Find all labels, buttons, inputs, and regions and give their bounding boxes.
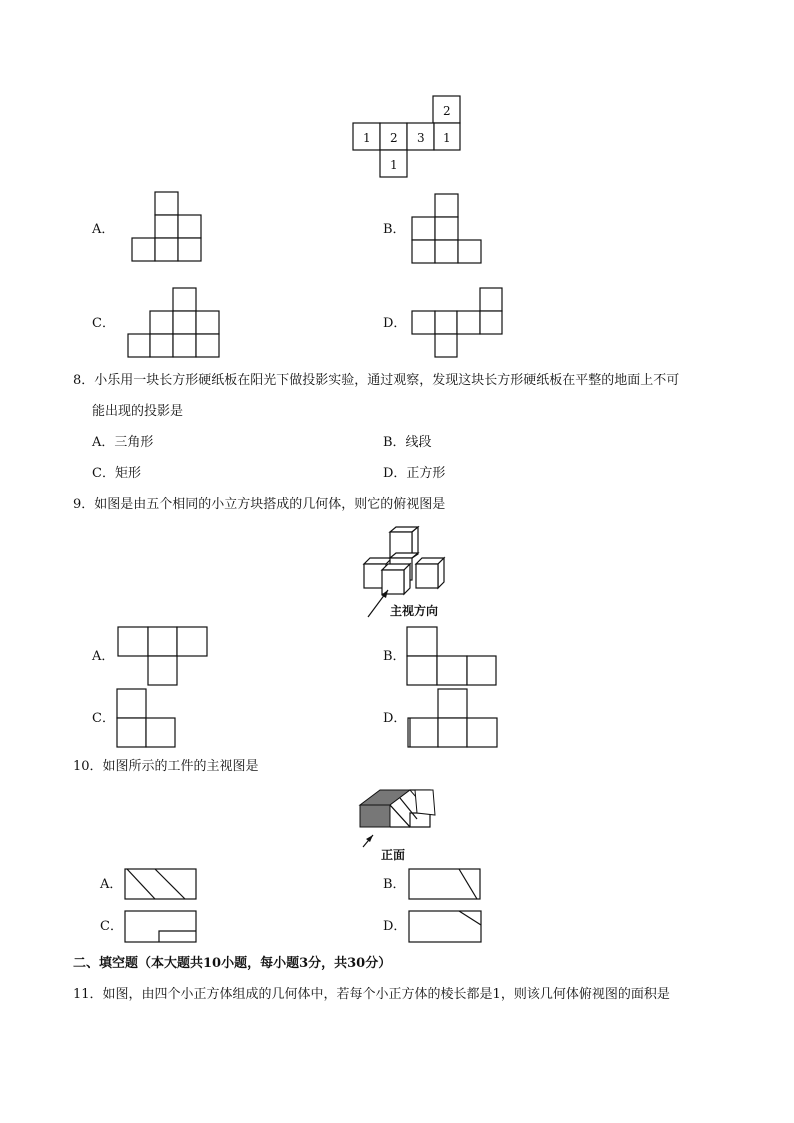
net-number-4: 1	[443, 131, 451, 145]
q10-option-b-label[interactable]: B．	[383, 877, 406, 892]
grid-cell	[178, 238, 201, 261]
grid-cell	[435, 217, 458, 240]
grid-cell	[155, 238, 178, 261]
grid-cell	[467, 718, 497, 747]
grid-cell	[155, 192, 178, 215]
grid-cell	[128, 334, 150, 357]
grid-cell	[480, 288, 502, 311]
grid-cell	[480, 311, 502, 334]
grid-cell	[173, 311, 196, 334]
net-number-1: 1	[363, 131, 371, 145]
q8-stem-line2: 能出现的投影是	[92, 404, 184, 419]
q8-option-a[interactable]: A．三角形	[92, 435, 154, 450]
grid-cell	[178, 215, 201, 238]
q10-figure-caption: 正面	[381, 848, 406, 862]
q10-option-d-label[interactable]: D．	[383, 919, 407, 934]
grid-cell	[150, 311, 173, 334]
grid-cell	[412, 217, 435, 240]
q10-option-a-figure[interactable]	[125, 869, 199, 901]
q8-stem-line1: 8．小乐用一块长方形硬纸板在阳光下做投影实验，通过观察，发现这块长方形硬纸板在平整的地面上不可	[73, 373, 680, 388]
q7-option-a-figure[interactable]	[132, 192, 202, 264]
grid-cell	[196, 334, 219, 357]
q8-option-c[interactable]: C．矩形	[92, 466, 141, 481]
grid-cell	[437, 656, 467, 685]
grid-cell	[155, 215, 178, 238]
q11-stem: 11．如图，由四个小正方体组成的几何体中，若每个小正方体的棱长都是1，则该几何体俯视图的面积是	[73, 987, 670, 1002]
q7-option-b-label[interactable]: B．	[383, 222, 406, 237]
q7-option-d-figure[interactable]	[412, 288, 506, 360]
q10-stem: 10．如图所示的工件的主视图是	[73, 759, 259, 774]
q7-option-c-figure[interactable]	[128, 288, 222, 360]
q10-option-b-figure[interactable]	[409, 869, 483, 901]
grid-cell	[118, 627, 148, 656]
grid-cell	[196, 311, 219, 334]
grid-cell	[148, 656, 177, 685]
grid-cell	[407, 627, 437, 656]
q10-workpiece-figure	[355, 785, 445, 863]
grid-cell	[435, 240, 458, 263]
q7-option-b-figure[interactable]	[412, 194, 484, 266]
q9-option-a-figure[interactable]	[118, 627, 210, 687]
grid-cell	[412, 311, 435, 334]
net-number-bottom: 1	[390, 158, 398, 172]
q9-cube-stack-figure	[360, 524, 460, 622]
net-number-top: 2	[443, 104, 451, 118]
q10-option-a-label[interactable]: A．	[100, 877, 123, 892]
grid-cell	[467, 656, 496, 685]
q10-option-c-figure[interactable]	[125, 911, 199, 945]
q7-cube-net-figure	[353, 96, 463, 178]
grid-cell	[177, 627, 207, 656]
grid-cell	[117, 689, 146, 718]
q7-option-a-label[interactable]: A．	[92, 222, 115, 237]
grid-cell	[173, 288, 196, 311]
net-number-3: 3	[417, 131, 425, 145]
grid-cell	[150, 334, 173, 357]
grid-cell	[435, 194, 458, 217]
q9-option-b-label[interactable]: B．	[383, 649, 406, 664]
q9-figure-caption: 主视方向	[390, 604, 439, 618]
q10-option-c-label[interactable]: C．	[100, 919, 123, 934]
q7-option-c-label[interactable]: C．	[92, 316, 115, 331]
grid-cell	[438, 689, 467, 718]
q9-option-a-label[interactable]: A．	[92, 649, 115, 664]
q9-option-d-label[interactable]: D．	[383, 711, 407, 726]
grid-cell	[435, 311, 457, 334]
grid-cell	[148, 627, 177, 656]
grid-cell	[457, 311, 480, 334]
q9-option-c-figure[interactable]	[117, 689, 179, 749]
q9-option-c-label[interactable]: C．	[92, 711, 115, 726]
grid-cell	[458, 240, 481, 263]
grid-cell	[435, 334, 457, 357]
q7-option-d-label[interactable]: D．	[383, 316, 407, 331]
grid-cell	[132, 238, 155, 261]
grid-cell	[407, 656, 437, 685]
grid-cell	[146, 718, 175, 747]
grid-cell	[173, 334, 196, 357]
q8-option-d[interactable]: D．正方形	[383, 466, 446, 481]
q10-option-d-figure[interactable]	[409, 911, 483, 945]
grid-cell	[408, 718, 438, 747]
grid-cell	[438, 718, 467, 747]
q9-option-b-figure[interactable]	[407, 627, 499, 687]
q9-stem: 9．如图是由五个相同的小立方块搭成的几何体，则它的俯视图是	[73, 497, 446, 512]
q8-option-b[interactable]: B．线段	[383, 435, 432, 450]
grid-cell	[117, 718, 146, 747]
grid-cell	[412, 240, 435, 263]
net-number-2: 2	[390, 131, 398, 145]
section2-heading: 二、填空题（本大题共10小题，每小题3分，共30分）	[73, 956, 392, 971]
q9-option-d-figure[interactable]	[408, 689, 500, 749]
